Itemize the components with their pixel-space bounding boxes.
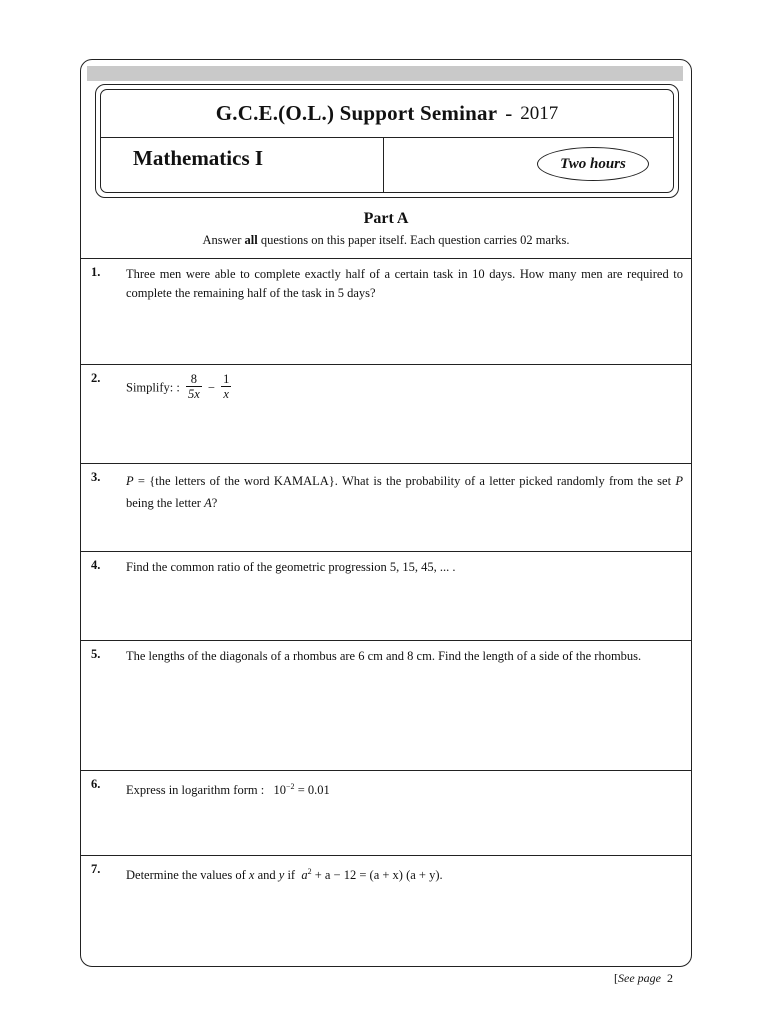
question-text-c: ? bbox=[211, 496, 218, 510]
question-text-c: if bbox=[284, 868, 299, 883]
question-number: 6. bbox=[91, 777, 101, 791]
question-text: Find the common ratio of the geometric progression 5, 15, 45, ... . bbox=[126, 560, 456, 574]
fraction-denominator: x bbox=[221, 386, 231, 401]
question-text bbox=[126, 862, 683, 885]
question-5 bbox=[81, 640, 691, 770]
variable-y: y bbox=[278, 868, 285, 883]
duration-oval bbox=[537, 147, 649, 181]
question-text-b: and bbox=[254, 868, 279, 883]
exam-paper-frame bbox=[80, 59, 692, 967]
question-6 bbox=[81, 770, 691, 855]
duration-label: Two hours bbox=[560, 155, 626, 172]
set-variable: P bbox=[126, 474, 134, 488]
question-7 bbox=[81, 855, 691, 967]
question-text: Three men were able to complete exactly half of a certain task in 10 days. How many men are required to complete the remaining half of the task in 5 days? bbox=[126, 267, 683, 300]
footer-page-number: 2 bbox=[666, 971, 673, 985]
minus-operator: − bbox=[207, 380, 215, 395]
header-title-row bbox=[101, 90, 673, 138]
question-number: 3. bbox=[91, 470, 101, 484]
question-text: The lengths of the diagonals of a rhombus are 6 cm and 8 cm. Find the length of a side of the rhombus. bbox=[126, 649, 642, 663]
expression-exponent: 2 bbox=[307, 867, 312, 876]
power-result: = 0.01 bbox=[294, 783, 330, 798]
simplify-prefix: Simplify: : bbox=[126, 380, 180, 395]
see-page-footer bbox=[614, 971, 673, 986]
exam-year: 2017 bbox=[520, 102, 559, 124]
footer-bracket: [ bbox=[614, 971, 618, 985]
subject-cell bbox=[101, 138, 384, 192]
fraction-8-over-5x bbox=[186, 372, 202, 401]
exam-title: G.C.E.(O.L.) Support Seminar bbox=[215, 101, 498, 125]
fraction-1-over-x bbox=[221, 372, 231, 401]
expression-rest: + a − 12 = (a + x) (a + y). bbox=[311, 868, 443, 883]
question-4 bbox=[81, 551, 691, 640]
question-text bbox=[126, 777, 683, 800]
part-instruction bbox=[81, 233, 691, 248]
footer-see-page-label: See page bbox=[618, 971, 661, 985]
subject-name: Mathematics I bbox=[133, 146, 264, 170]
question-text bbox=[126, 470, 683, 514]
fraction-denominator: 5x bbox=[187, 387, 200, 401]
top-grey-bar bbox=[87, 66, 683, 81]
fraction-numerator: 8 bbox=[190, 372, 197, 386]
fraction-numerator: 1 bbox=[223, 372, 230, 386]
instruction-bold: all bbox=[244, 233, 258, 247]
question-3 bbox=[81, 463, 691, 551]
header-box bbox=[95, 84, 679, 198]
question-number: 2. bbox=[91, 371, 101, 385]
expression-term: a bbox=[301, 868, 308, 883]
logarithm-prefix: Express in logarithm form : bbox=[126, 783, 265, 798]
question-text-b: being the letter bbox=[126, 496, 205, 510]
question-number: 7. bbox=[91, 862, 101, 876]
header-box-inner bbox=[100, 89, 674, 193]
power-exponent: −2 bbox=[286, 782, 295, 791]
power-base: 10 bbox=[273, 783, 287, 798]
letter-variable: A bbox=[204, 496, 212, 510]
question-number: 1. bbox=[91, 265, 101, 279]
question-text bbox=[126, 374, 683, 403]
duration-cell bbox=[384, 138, 673, 192]
part-heading: Part A bbox=[363, 210, 409, 227]
instruction-text-a: Answer bbox=[202, 233, 245, 247]
set-variable: P bbox=[675, 474, 683, 488]
question-text-a: = {the letters of the word KAMALA}. What is the probability of a letter picked randomly from the set bbox=[133, 474, 676, 488]
question-text-a: Determine the values of bbox=[126, 868, 249, 883]
title-separator: - bbox=[505, 101, 513, 125]
variable-x: x bbox=[248, 868, 255, 883]
question-number: 5. bbox=[91, 647, 101, 661]
instruction-text-b: questions on this paper itself. Each question carries 02 marks. bbox=[257, 233, 570, 247]
question-number: 4. bbox=[91, 558, 101, 572]
question-2 bbox=[81, 364, 691, 463]
question-1 bbox=[81, 258, 691, 364]
